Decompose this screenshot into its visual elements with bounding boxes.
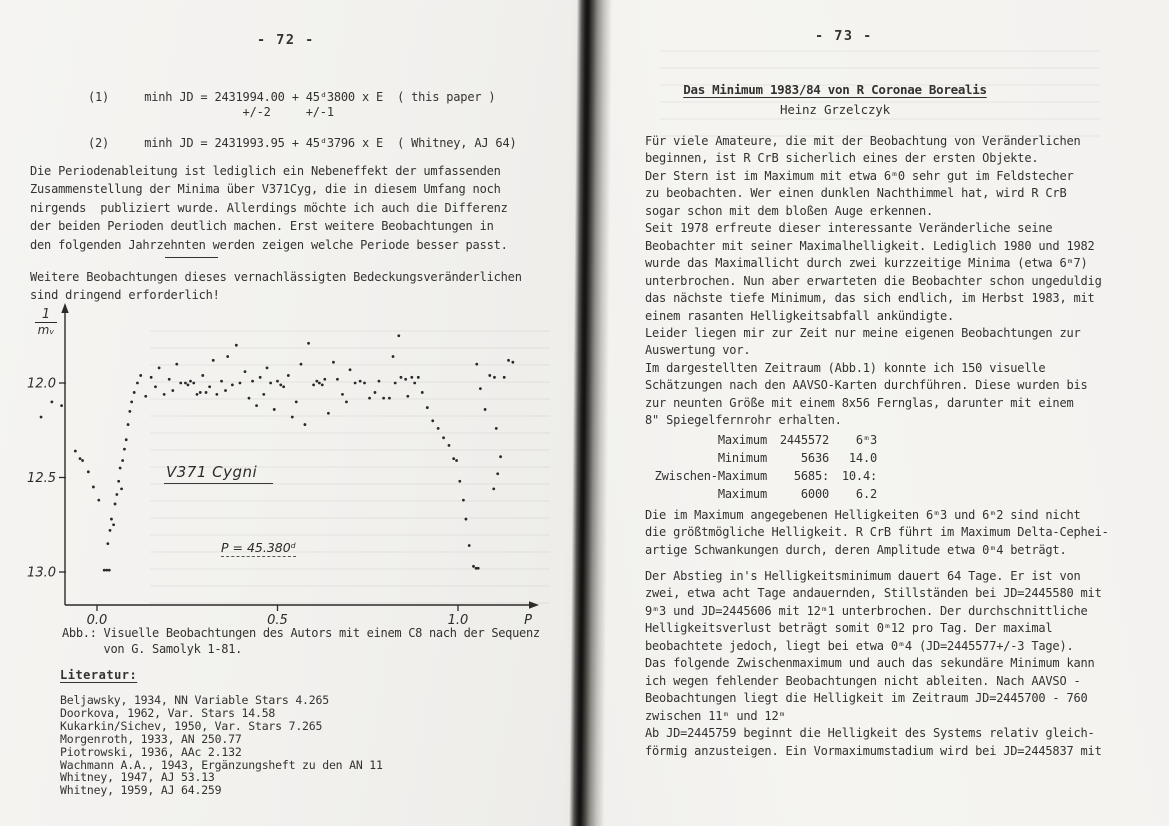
chart-title: V371 Cygni — [164, 463, 273, 484]
text-line: Abb.: Visuelle Beobachtungen des Autors mit einem C8 nach der Sequenz — [62, 626, 540, 640]
page-number-72: - 72 - — [257, 32, 315, 48]
svg-text:12.5: 12.5 — [27, 471, 56, 486]
table-cell: 5636 — [800, 451, 829, 465]
text-line: Die im Maximum angegebenen Helligkeiten 6ᵐ3 und 6ᵐ2 sind nicht — [645, 508, 1081, 522]
text-line: Ab JD=2445759 beginnt die Helligkeit des Systems relativ gleich- — [645, 726, 1095, 741]
text-line: Beljawsky, 1934, NN Variable Stars 4.265 — [60, 693, 329, 707]
fraction-denominator: mᵥ — [37, 323, 55, 337]
text-line: Für viele Amateure, die mit der Beobachtung von Veränderlichen — [645, 134, 1081, 148]
text-line: Die Periodenableitung ist lediglich ein Nebeneffekt der umfassenden — [30, 164, 501, 178]
text-line: Leider liegen mir zur Zeit nur meine eigenen Beobachtungen zur — [645, 325, 1081, 340]
page-72 — [0, 0, 576, 826]
table-cell: 14.0 — [848, 451, 877, 465]
page-number-73: - 73 - — [815, 28, 873, 44]
text-line: der beiden Perioden deutlich machen. Erst weitere Beobachtungen in — [30, 219, 494, 234]
text-line: einem rasanten Helligkeitsabfall ankündigte. — [645, 308, 955, 323]
text-line: Kukarkin/Sichev, 1950, Var. Stars 7.265 — [60, 718, 323, 733]
text-line: Morgenroth, 1933, AN 250.77 — [60, 731, 242, 746]
text-line: zur neunten Größe mit einem 8x56 Fernglas, darunter mit einem — [645, 395, 1074, 410]
table-cell: 6.2 — [855, 487, 877, 501]
literatur-heading: Literatur: — [60, 668, 138, 682]
text-line: förmig anzusteigen. Ein Vormaximumstadium wird bei JD=2445837 mit — [645, 743, 1102, 758]
text-line: zu beobachten. Wer einen dunklen Nachthimmel hat, wird R CrB — [645, 186, 1067, 201]
table-cell: 5685: — [793, 469, 829, 483]
text-line: +/-2 +/-1 — [88, 105, 334, 120]
reference-list — [60, 694, 383, 797]
table-cell: 6ᵐ3 — [855, 433, 877, 447]
ephemeris-formulas — [88, 90, 517, 151]
text-line: von G. Samolyk 1-81. — [62, 641, 243, 656]
text-line: Der Abstieg in's Helligkeitsminimum dauert 64 Tage. Er ist von — [645, 569, 1081, 583]
text-line: Schätzungen nach den AAVSO-Karten durchführen. Diese wurden bis — [645, 378, 1088, 393]
table-cell: 10.4: — [841, 469, 877, 483]
text-line: zwei, etwa acht Tage andauernden, Stillständen bei JD=2445580 mit — [645, 586, 1102, 601]
table-row — [645, 449, 877, 467]
table-row — [645, 431, 877, 449]
text-line: unterbrochen. Nun aber erwarteten die Beobachter schon ungeduldig — [645, 273, 1102, 288]
svg-text:13.0: 13.0 — [27, 565, 56, 581]
text-line: Auswertung vor. — [645, 343, 751, 358]
word-underline-jahrzehnten — [165, 256, 218, 258]
text-line: Beobachtungen liegt die Helligkeit im Zeitraum JD=2445700 - 760 — [645, 691, 1088, 706]
text-line: die größtmögliche Helligkeit. R CrB führt im Maximum Delta-Cephei- — [645, 525, 1109, 540]
body-text-part2 — [645, 507, 1109, 559]
body-text-part3 — [645, 568, 1102, 760]
text-line: sogar schon mit dem bloßen Auge erkennen. — [645, 203, 934, 218]
text-line: das nächste tiefe Minimum, das sich endlich, im Herbst 1983, mit — [645, 291, 1095, 306]
text-line: Piotrowski, 1936, AAc 2.132 — [60, 744, 242, 759]
text-line: artige Schwankungen durch, deren Amplitude etwa 0ᵐ4 beträgt. — [645, 542, 1067, 557]
table-row — [645, 467, 877, 485]
text-line: beobachtete jedoch, liegt bei etwa 0ᵐ4 (JD=2445577+/-3 Tage). — [645, 638, 1074, 653]
fraction-numerator: 1 — [41, 307, 51, 322]
text-line: Doorkova, 1962, Var. Stars 14.58 — [60, 705, 276, 720]
page-gutter-shadow — [562, 0, 614, 826]
text-line: Im dargestellten Zeitraum (Abb.1) konnte ich 150 visuelle — [645, 360, 1046, 375]
text-line: 9ᵐ3 und JD=2445606 mit 12ᵐ1 unterbrochen. Der durchschnittliche — [645, 603, 1088, 618]
svg-text:1.0: 1.0 — [447, 613, 469, 628]
text-line: (2) minh JD = 2431993.95 + 45ᵈ3796 x E ( Whitney, AJ 64) — [88, 135, 517, 150]
text-line: Helligkeitsverlust beträgt somit 0ᵐ12 pro Tag. Der maximal — [645, 621, 1053, 636]
light-curve-plot — [0, 300, 560, 635]
article-title: Das Minimum 1983/84 von R Coronae Borealis — [683, 82, 987, 97]
text-line: wurde das Maximallicht durch zwei kurzzeitige Minima (etwa 6ᵐ7) — [645, 256, 1088, 271]
table-cell: 2445572 — [779, 433, 829, 447]
text-line: beginnen, ist R CrB sicherlich eines der ersten Objekte. — [645, 151, 1039, 166]
table-cell: Zwischen-Maximum — [654, 469, 767, 483]
svg-text:0.0: 0.0 — [86, 613, 108, 628]
table-cell: Minimum — [717, 451, 767, 465]
text-line: Zusammenstellung der Minima über V371Cyg, die in diesem Umfang noch — [30, 182, 501, 197]
page-73 — [600, 0, 1169, 826]
extrema-table — [645, 431, 877, 503]
figure-caption — [62, 626, 540, 657]
table-row — [645, 485, 877, 503]
text-line: (1) minh JD = 2431994.00 + 45ᵈ3800 x E ( this paper ) — [88, 90, 496, 104]
paragraph-period-derivation — [30, 162, 508, 254]
text-line — [88, 120, 517, 135]
table-cell: 6000 — [800, 487, 829, 501]
text-line: Beobachter mit seiner Maximalhelligkeit. Lediglich 1980 und 1982 — [645, 238, 1095, 253]
y-axis-label-fraction — [34, 308, 58, 337]
text-line: Weitere Beobachtungen dieses vernachlässigten Bedeckungsveränderlichen — [30, 270, 522, 284]
article-header — [640, 79, 1030, 117]
text-line: Whitney, 1947, AJ 53.13 — [60, 770, 215, 785]
text-line: zwischen 11ᵐ und 12ᵐ — [645, 708, 786, 723]
text-line: Der Stern ist im Maximum mit etwa 6ᵐ0 sehr gut im Feldstecher — [645, 168, 1074, 183]
svg-text:12.0: 12.0 — [27, 376, 56, 392]
text-line: ich wegen fehlender Beobachtungen nicht ableiten. Nach AAVSO - — [645, 673, 1081, 688]
text-line: sind dringend erforderlich! — [30, 288, 220, 303]
article-author: Heinz Grzelczyk — [780, 102, 890, 117]
svg-text:0.5: 0.5 — [267, 613, 288, 628]
text-line: den folgenden Jahrzehnten werden zeigen welche Periode besser passt. — [30, 237, 508, 252]
body-text-part1 — [645, 133, 1102, 430]
text-line: Whitney, 1959, AJ 64.259 — [60, 783, 222, 798]
text-line: Das folgende Zwischenmaximum und auch das sekundäre Minimum kann — [645, 656, 1095, 671]
text-line: Seit 1978 erfreute dieser interessante Veränderliche seine — [645, 221, 1053, 236]
text-line: 8" Spiegelfernrohr erhalten. — [645, 413, 842, 428]
text-line: Wachmann A.A., 1943, Ergänzungsheft zu den AN 11 — [60, 757, 383, 772]
table-cell: Maximum — [717, 433, 767, 447]
text-line: nirgends publiziert wurde. Allerdings möchte ich auch die Differenz — [30, 200, 508, 215]
svg-text:P: P — [524, 613, 532, 628]
period-annotation: P = 45.380ᵈ — [221, 540, 296, 555]
table-cell: Maximum — [717, 487, 767, 501]
